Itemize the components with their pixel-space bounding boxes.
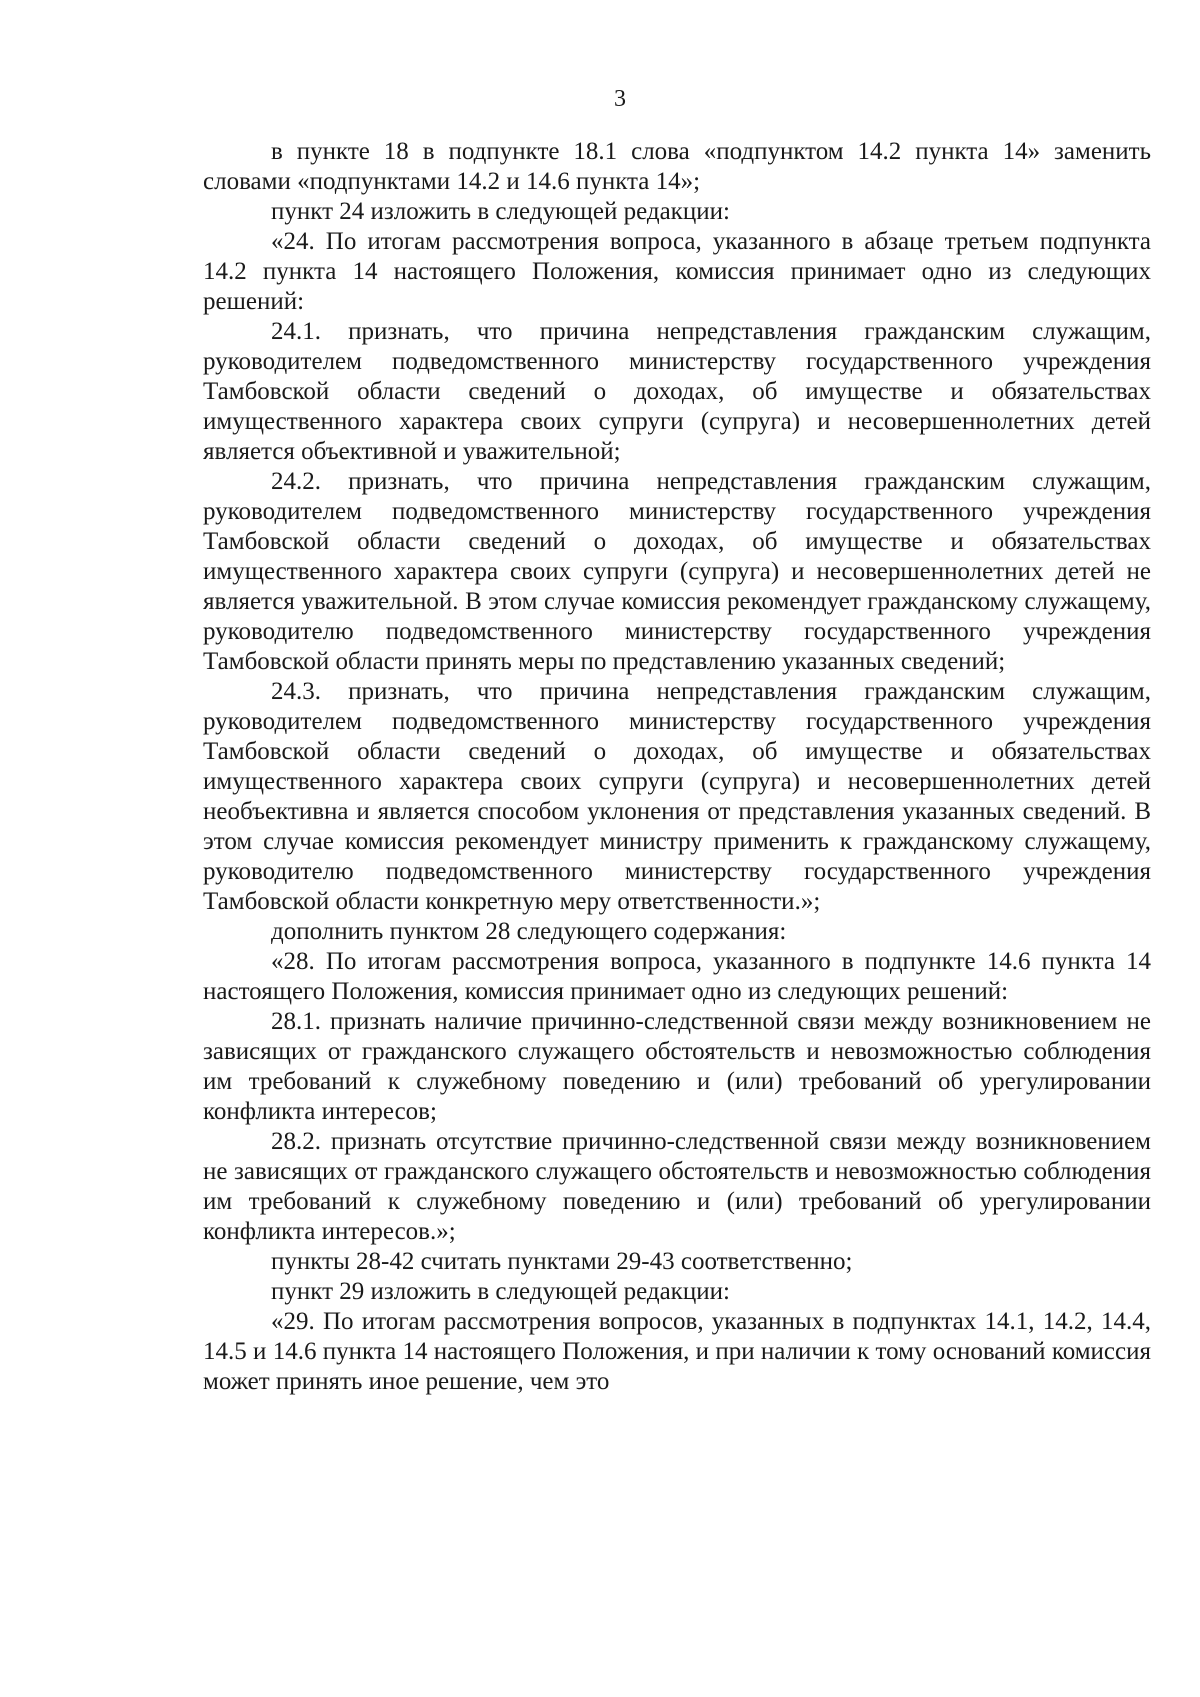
paragraph-item-24: «24. По итогам рассмотрения вопроса, указанного в абзаце третьем подпункта 14.2 пункта 14 настоящего Положения, комиссия принимает одно из следующих решений: [203, 228, 1151, 315]
paragraph-item-24-3: 24.3. признать, что причина непредставления гражданским служащим, руководителем подведомственного министерству государственного учреждения Тамбовской области сведений о доходах, об имуществе и обязательствах имущественного характера своих супруги (супруга) и несовершеннолетних детей необъективна и является способом уклонения от представления указанных сведений. В этом случае комиссия рекомендует министру применить к гражданскому служащему, руководителю подведомственного министерству государственного учреждения Тамбовской области конкретную меру ответственности.»; [203, 678, 1151, 915]
page-number: 3 [614, 86, 626, 112]
paragraph-renumber-items: пункты 28-42 считать пунктами 29-43 соответственно; [271, 1248, 853, 1275]
paragraph-item-29: «29. По итогам рассмотрения вопросов, указанных в подпунктах 14.1, 14.2, 14.4, 14.5 и 14.6 пункта 14 настоящего Положения, и при наличии к тому оснований комиссия может принять иное решение, чем это [203, 1308, 1151, 1395]
paragraph-item-24-1: 24.1. признать, что причина непредставления гражданским служащим, руководителем подведомственного министерству государственного учреждения Тамбовской области сведений о доходах, об имуществе и обязательствах имущественного характера своих супруги (супруга) и несовершеннолетних детей является объективной и уважительной; [203, 318, 1151, 465]
paragraph-item-28-2: 28.2. признать отсутствие причинно-следственной связи между возникновением не зависящих от гражданского служащего обстоятельств и невозможностью соблюдения им требований к служебному поведению и (или) требований об урегулировании конфликта интересов.»; [203, 1128, 1151, 1245]
paragraph-amend-item-18: в пункте 18 в подпункте 18.1 слова «подпунктом 14.2 пункта 14» заменить словами «подпунктами 14.2 и 14.6 пункта 14»; [203, 138, 1151, 195]
paragraph-item-28: «28. По итогам рассмотрения вопроса, указанного в подпункте 14.6 пункта 14 настоящего Положения, комиссия принимает одно из следующих решений: [203, 948, 1151, 1005]
paragraph-item-24-2: 24.2. признать, что причина непредставления гражданским служащим, руководителем подведомственного министерству государственного учреждения Тамбовской области сведений о доходах, об имуществе и обязательствах имущественного характера своих супруги (супруга) и несовершеннолетних детей не является уважительной. В этом случае комиссия рекомендует гражданскому служащему, руководителю подведомственного министерству государственного учреждения Тамбовской области принять меры по представлению указанных сведений; [203, 468, 1151, 675]
paragraph-item-24-intro: пункт 24 изложить в следующей редакции: [271, 198, 730, 225]
paragraph-item-28-1: 28.1. признать наличие причинно-следственной связи между возникновением не зависящих от гражданского служащего обстоятельств и невозможностью соблюдения им требований к служебному поведению и (или) требований об урегулировании конфликта интересов; [203, 1008, 1151, 1125]
document-body [203, 137, 1151, 1397]
paragraph-item-28-intro: дополнить пунктом 28 следующего содержания: [271, 918, 787, 945]
paragraph-item-29-intro: пункт 29 изложить в следующей редакции: [271, 1278, 730, 1305]
